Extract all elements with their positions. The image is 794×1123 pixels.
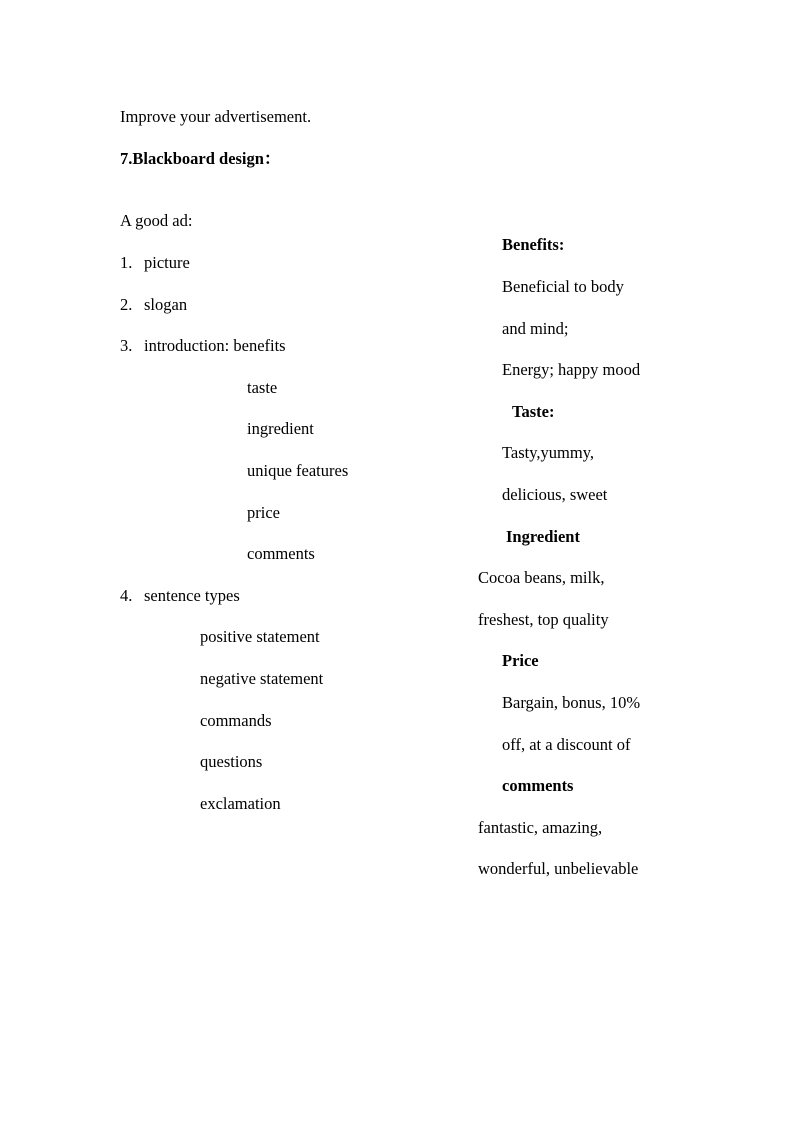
left-title: A good ad: [120, 211, 193, 230]
benefits-line: and mind; [502, 319, 569, 338]
intro-subitem: unique features [247, 461, 349, 480]
price-line: Bargain, bonus, 10% [502, 693, 641, 712]
sentence-type: commands [200, 711, 272, 730]
intro-subitem: ingredient [247, 419, 314, 438]
list-item [120, 336, 286, 356]
benefits-heading: Benefits: [502, 235, 565, 254]
ingredient-line: Cocoa beans, milk, [478, 568, 605, 587]
list-item [120, 253, 190, 273]
sentence-type: questions [200, 752, 263, 771]
sentence-type: exclamation [200, 794, 281, 813]
sentence-type: positive statement [200, 627, 320, 646]
intro-subitem: taste [247, 378, 278, 397]
taste-line: delicious, sweet [502, 485, 608, 504]
benefits-line: Energy; happy mood [502, 360, 641, 379]
list-text: picture [144, 253, 190, 272]
intro-line: Improve your advertisement. [120, 107, 312, 126]
comments-heading: comments [502, 776, 574, 795]
list-text: slogan [144, 295, 188, 314]
section-heading: 7.Blackboard design： [120, 149, 281, 168]
taste-line: Tasty,yummy, [502, 443, 595, 462]
price-line: off, at a discount of [502, 735, 631, 754]
list-number: 1. [120, 253, 133, 272]
list-number: 3. [120, 336, 133, 355]
intro-subitem: price [247, 503, 280, 522]
ingredient-line: freshest, top quality [478, 610, 609, 629]
intro-subitem: comments [247, 544, 315, 563]
list-text: introduction: benefits [144, 336, 286, 355]
list-number: 4. [120, 586, 133, 605]
list-item [120, 586, 240, 606]
price-heading: Price [502, 651, 539, 670]
benefits-line: Beneficial to body [502, 277, 624, 296]
list-item [120, 295, 187, 315]
taste-heading: Taste: [512, 402, 555, 421]
ingredient-heading: Ingredient [506, 527, 580, 546]
list-text: sentence types [144, 586, 240, 605]
comments-line: wonderful, unbelievable [478, 859, 639, 878]
comments-line: fantastic, amazing, [478, 818, 603, 837]
sentence-type: negative statement [200, 669, 324, 688]
list-number: 2. [120, 295, 133, 314]
